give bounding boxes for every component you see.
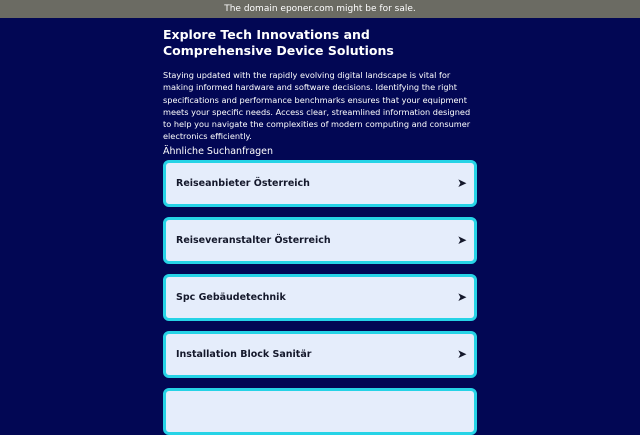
domain-sale-banner[interactable]: [0, 0, 640, 18]
related-link-spc-gebaeudetechnik[interactable]: [163, 274, 477, 321]
link-label: Installation Block Sanitär: [176, 349, 312, 360]
related-link-partial[interactable]: [163, 388, 477, 435]
page-title: Explore Tech Innovations and Comprehensive Device Solutions: [163, 27, 394, 58]
arrow-right-icon: ➤: [456, 290, 467, 304]
link-label: Reiseanbieter Österreich: [176, 178, 310, 189]
related-searches-heading: Ähnliche Suchanfragen: [163, 146, 274, 157]
arrow-right-icon: ➤: [456, 233, 467, 247]
arrow-right-icon: ➤: [456, 347, 467, 361]
link-label: Reiseveranstalter Österreich: [176, 235, 331, 246]
link-label: Spc Gebäudetechnik: [176, 292, 286, 303]
related-link-reiseveranstalter[interactable]: [163, 217, 477, 264]
related-link-reiseanbieter[interactable]: [163, 160, 477, 207]
main-content: [163, 27, 477, 361]
banner-text: The domain eponer.com might be for sale.: [224, 4, 416, 14]
related-link-installation-block-sanitaer[interactable]: [163, 331, 477, 378]
arrow-right-icon: ➤: [456, 176, 467, 190]
intro-paragraph: Staying updated with the rapidly evolving digital landscape is vital for making informed hardware and software decisions. Identifying the right specifications and performance benchmarks ensures that your equipment meets your specific needs. Access clear, streamlined information designed to help you navigate the complexities of modern computing and consumer electronics efficiently.: [163, 70, 471, 142]
